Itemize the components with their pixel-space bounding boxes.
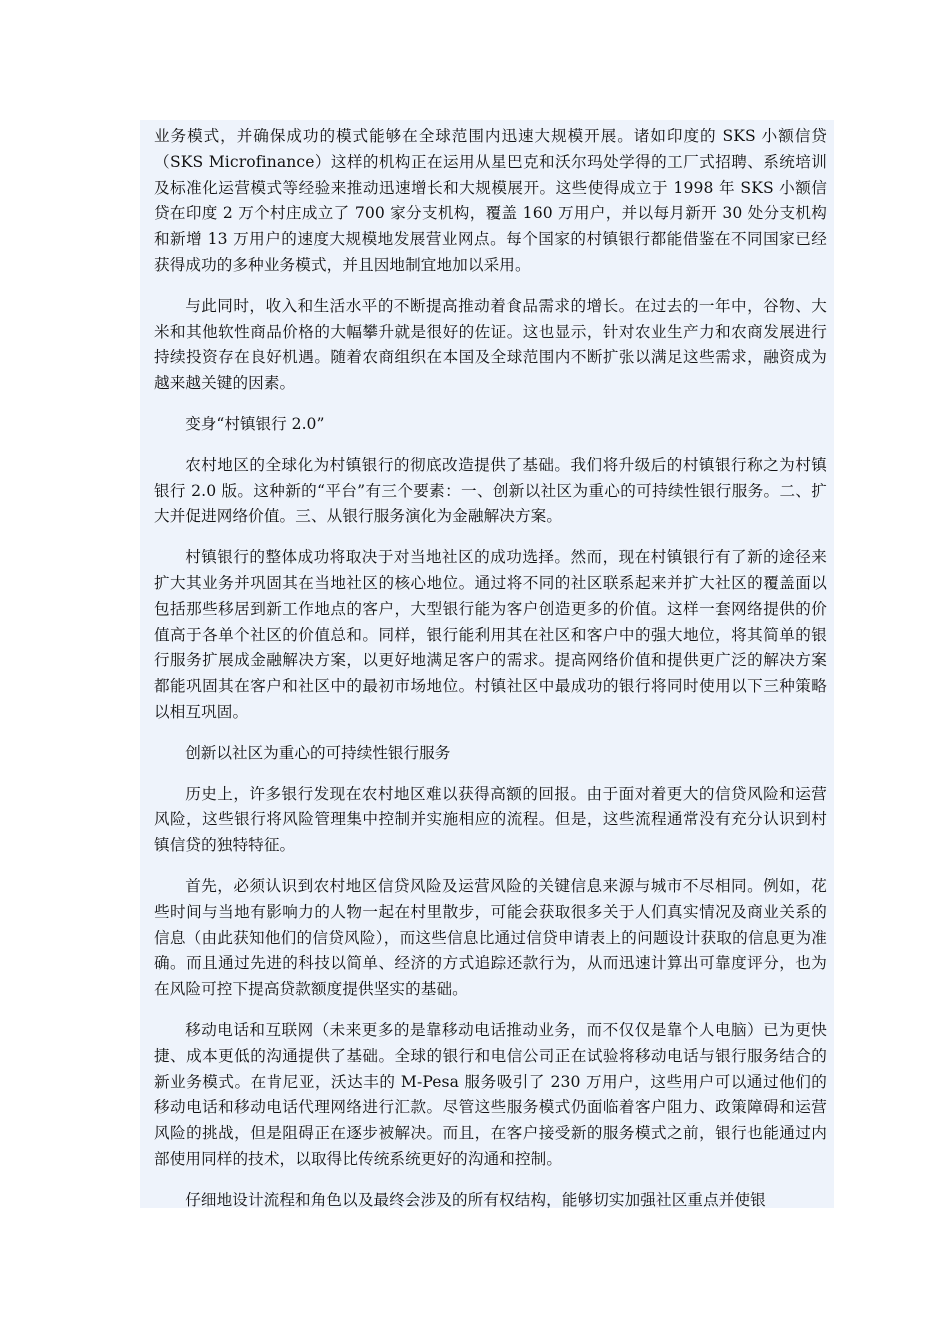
paragraph-4: 村镇银行的整体成功将取决于对当地社区的成功选择。然而，现在村镇银行有了新的途径来扩大其业务并巩固其在当地社区的核心地位。通过将不同的社区联系起来并扩大社区的覆盖面以包括那些移居到新工作地点的客户，大型银行能为客户创造更多的价值。这样一套网络提供的价值高于各单个社区的价值总和。同样，银行能利用其在社区和客户中的强大地位，将其简单的银行服务扩展成金融解决方案，以更好地满足客户的需求。提高网络价值和提供更广泛的解决方案都能巩固其在客户和社区中的最初市场地位。村镇社区中最成功的银行将同时使用以下三种策略以相互巩固。 bbox=[154, 548, 827, 721]
section-heading-village-bank-2: 变身“村镇银行 2.0” bbox=[185, 414, 325, 433]
paragraph-5: 历史上，许多银行发现在农村地区难以获得高额的回报。由于面对着更大的信贷风险和运营风险，这些银行将风险管理集中控制并实施相应的流程。但是，这些流程通常没有充分认识到村镇信贷的独特特征。 bbox=[154, 784, 827, 855]
paragraph-6: 首先，必须认识到农村地区信贷风险及运营风险的关键信息来源与城市不尽相同。例如，花些时间与当地有影响力的人物一起在村里散步，可能会获取很多关于人们真实情况及商业关系的信息（由此获知他们的信贷风险），而这些信息比通过信贷申请表上的问题设计获取的信息更为准确。而且通过先进的科技以简单、经济的方式追踪还款行为，从而迅速计算出可靠度评分，也为在风险可控下提高贷款额度提供坚实的基础。 bbox=[154, 876, 827, 999]
paragraph-2: 与此同时，收入和生活水平的不断提高推动着食品需求的增长。在过去的一年中，谷物、大米和其他软性商品价格的大幅攀升就是很好的佐证。这也显示，针对农业生产力和农商发展进行持续投资存在良好机遇。随着农商组织在本国及全球范围内不断扩张以满足这些需求，融资成为越来越关键的因素。 bbox=[154, 296, 827, 393]
section-heading-community-banking: 创新以社区为重心的可持续性银行服务 bbox=[185, 743, 451, 762]
paragraph-7: 移动电话和互联网（未来更多的是靠移动电话推动业务，而不仅仅是靠个人电脑）已为更快捷、成本更低的沟通提供了基础。全球的银行和电信公司正在试验将移动电话与银行服务结合的新业务模式。在肯尼亚，沃达丰的 M-Pesa 服务吸引了 230 万用户，这些用户可以通过他们的移动电话和移动电话代理网络进行汇款。尽管这些服务模式仍面临着客户阻力、政策障碍和运营风险的挑战，但是阻碍正在逐步被解决。而且，在客户接受新的服务模式之前，银行也能通过内部使用同样的技术，以取得比传统系统更好的沟通和控制。 bbox=[154, 1020, 827, 1168]
paragraph-1: 业务模式，并确保成功的模式能够在全球范围内迅速大规模开展。诸如印度的 SKS 小额信贷（SKS Microfinance）这样的机构正在运用从星巴克和沃尔玛处学得的工厂式招聘、系统培训及标准化运营模式等经验来推动迅速增长和大规模展开。这些使得成立于 1998 年 SKS 小额信贷在印度 2 万个村庄成立了 700 家分支机构，覆盖 160 万用户，并以每月新开 30 处分支机构和新增 13 万用户的速度大规模地发展营业网点。每个国家的村镇银行都能借鉴在不同国家已经获得成功的多种业务模式，并且因地制宜地加以采用。 bbox=[154, 127, 827, 274]
paragraph-8: 仔细地设计流程和角色以及最终会涉及的所有权结构，能够切实加强社区重点并使银 bbox=[185, 1190, 766, 1208]
paragraph-3: 农村地区的全球化为村镇银行的彻底改造提供了基础。我们将升级后的村镇银行称之为村镇银行 2.0 版。这种新的“平台”有三个要素：一、创新以社区为重心的可持续性银行服务。二、扩大并促进网络价值。三、从银行服务演化为金融解决方案。 bbox=[154, 455, 827, 526]
document-page bbox=[140, 120, 834, 1208]
